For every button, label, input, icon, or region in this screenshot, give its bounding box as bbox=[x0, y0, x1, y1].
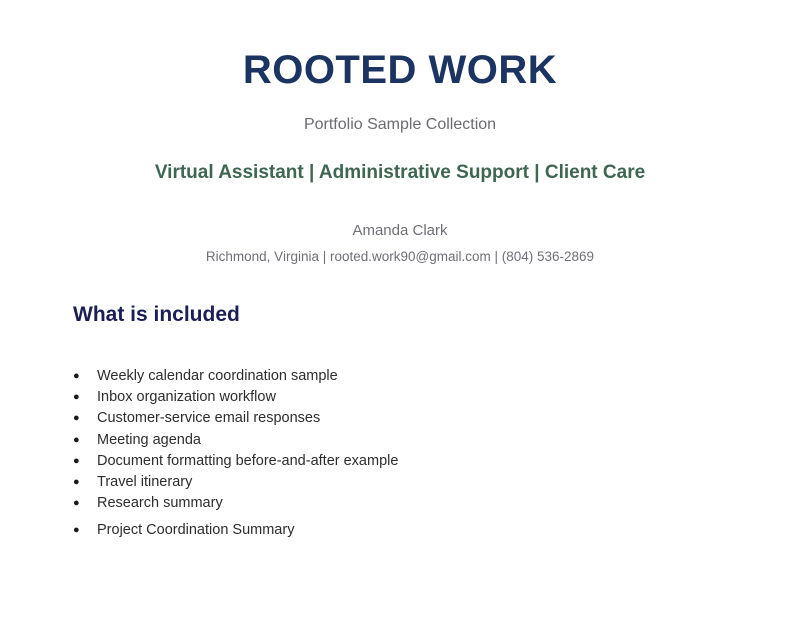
bullet-icon: ● bbox=[73, 433, 80, 446]
service-tagline: Virtual Assistant | Administrative Support | Client Care bbox=[154, 162, 646, 183]
list-item bbox=[73, 451, 398, 472]
list-item bbox=[73, 408, 398, 429]
bullet-icon: ● bbox=[73, 412, 80, 425]
bullet-icon: ● bbox=[73, 454, 80, 467]
list-item-label: Research summary bbox=[97, 495, 223, 512]
list-item-label: Project Coordination Summary bbox=[97, 521, 295, 538]
bullet-icon: ● bbox=[73, 391, 80, 404]
list-item-label: Inbox organization workflow bbox=[97, 389, 276, 406]
bullet-icon: ● bbox=[73, 523, 80, 536]
list-item-label: Customer-service email responses bbox=[97, 410, 321, 427]
contact-info: Richmond, Virginia | rooted.work90@gmail.com | (804) 536-2869 bbox=[205, 249, 595, 264]
list-item bbox=[73, 366, 398, 387]
section-heading-included: What is included bbox=[73, 303, 240, 326]
included-list bbox=[73, 366, 398, 541]
list-item-label: Travel itinerary bbox=[97, 473, 193, 490]
bullet-icon: ● bbox=[73, 497, 80, 510]
author-name: Amanda Clark bbox=[352, 222, 448, 239]
bullet-icon: ● bbox=[73, 370, 80, 382]
list-item-label: Document formatting before-and-after example bbox=[97, 452, 399, 469]
list-item-label: Weekly calendar coordination sample bbox=[97, 368, 338, 384]
list-item bbox=[73, 387, 398, 408]
list-item bbox=[73, 493, 398, 514]
page-subtitle: Portfolio Sample Collection bbox=[303, 116, 497, 133]
list-item bbox=[73, 472, 398, 493]
list-item-label: Meeting agenda bbox=[97, 431, 201, 448]
bullet-icon: ● bbox=[73, 475, 80, 488]
page-title: ROOTED WORK bbox=[242, 48, 558, 92]
list-item bbox=[73, 430, 398, 451]
list-item bbox=[73, 520, 398, 541]
